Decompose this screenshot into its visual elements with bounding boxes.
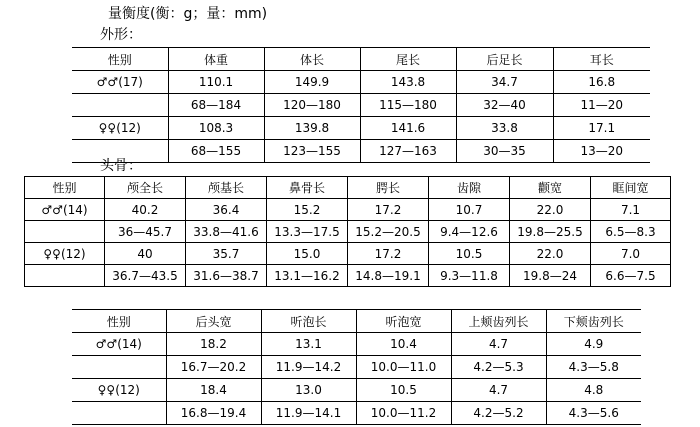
mean-cell: 33.8 [456,117,553,140]
skull-measurements-table-1 [24,176,671,287]
mean-cell: 4.9 [546,333,641,356]
sex-cell: ♀♀(12) [25,243,105,265]
mean-cell: 17.2 [348,243,429,265]
mean-cell: 10.7 [429,199,510,221]
range-cell: 36.7—43.5 [105,265,186,287]
mean-cell: 34.7 [456,71,553,94]
mean-cell: 143.8 [360,71,456,94]
table-row [72,333,641,356]
empty-cell [72,94,168,117]
header-cell: 下颊齿列长 [546,310,641,333]
mean-cell: 17.1 [553,117,650,140]
header-cell: 耳长 [553,48,650,71]
mean-cell: 10.4 [356,333,451,356]
range-cell: 13.1—16.2 [267,265,348,287]
range-cell: 36—45.7 [105,221,186,243]
range-cell: 10.0—11.0 [356,356,451,379]
mean-cell: 10.5 [356,379,451,402]
header-cell: 性别 [72,48,168,71]
header-cell: 齿隙 [429,177,510,199]
table-row [25,221,671,243]
header-cell: 听泡长 [261,310,356,333]
mean-cell: 18.2 [166,333,261,356]
range-cell: 32—40 [456,94,553,117]
range-cell: 13.3—17.5 [267,221,348,243]
table-row [25,265,671,287]
header-cell: 性别 [25,177,105,199]
range-cell: 9.3—11.8 [429,265,510,287]
header-cell: 腭长 [348,177,429,199]
range-cell: 11—20 [553,94,650,117]
table-header-row [25,177,671,199]
mean-cell: 18.4 [166,379,261,402]
mean-cell: 36.4 [186,199,267,221]
mean-cell: 13.1 [261,333,356,356]
header-cell: 颧宽 [510,177,591,199]
range-cell: 30—35 [456,140,553,163]
mean-cell: 15.0 [267,243,348,265]
mean-cell: 22.0 [510,199,591,221]
range-cell: 16.7—20.2 [166,356,261,379]
range-cell: 14.8—19.1 [348,265,429,287]
range-cell: 10.0—11.2 [356,402,451,425]
table-row [72,117,650,140]
header-cell: 颅全长 [105,177,186,199]
sex-cell: ♂♂(17) [72,71,168,94]
range-cell: 11.9—14.1 [261,402,356,425]
mean-cell: 4.8 [546,379,641,402]
range-cell: 127—163 [360,140,456,163]
range-cell: 4.2—5.2 [451,402,546,425]
table-header-row [72,310,641,333]
range-cell: 4.3—5.6 [546,402,641,425]
range-cell: 9.4—12.6 [429,221,510,243]
mean-cell: 7.0 [591,243,671,265]
table-row [25,243,671,265]
header-cell: 上颊齿列长 [451,310,546,333]
mean-cell: 35.7 [186,243,267,265]
range-cell: 115—180 [360,94,456,117]
sex-cell: ♂♂(14) [72,333,166,356]
section-skull-label: 头骨： [100,158,142,174]
range-cell: 123—155 [264,140,360,163]
external-measurements-table [72,47,650,163]
mean-cell: 110.1 [168,71,264,94]
header-cell: 体长 [264,48,360,71]
mean-cell: 13.0 [261,379,356,402]
range-cell: 6.6—7.5 [591,265,671,287]
mean-cell: 139.8 [264,117,360,140]
empty-cell [25,221,105,243]
header-cell: 眶间宽 [591,177,671,199]
header-cell: 体重 [168,48,264,71]
mean-cell: 141.6 [360,117,456,140]
table-header-row [72,48,650,71]
empty-cell [72,402,166,425]
header-cell: 听泡宽 [356,310,451,333]
range-cell: 19.8—24 [510,265,591,287]
mean-cell: 4.7 [451,333,546,356]
mean-cell: 17.2 [348,199,429,221]
range-cell: 13—20 [553,140,650,163]
empty-cell [25,265,105,287]
range-cell: 68—155 [168,140,264,163]
mean-cell: 149.9 [264,71,360,94]
empty-cell [72,356,166,379]
mean-cell: 4.7 [451,379,546,402]
table-row [72,356,641,379]
range-cell: 4.2—5.3 [451,356,546,379]
sex-cell: ♂♂(14) [25,199,105,221]
mean-cell: 108.3 [168,117,264,140]
mean-cell: 40.2 [105,199,186,221]
mean-cell: 16.8 [553,71,650,94]
section-external-label: 外形： [100,27,142,43]
skull-measurements-table-2 [72,309,641,425]
range-cell: 15.2—20.5 [348,221,429,243]
range-cell: 33.8—41.6 [186,221,267,243]
header-cell: 性别 [72,310,166,333]
mean-cell: 10.5 [429,243,510,265]
table-row [25,199,671,221]
page-title: 量衡度(衡：g；量：mm) [108,6,268,22]
range-cell: 68—184 [168,94,264,117]
mean-cell: 15.2 [267,199,348,221]
mean-cell: 40 [105,243,186,265]
table-row [72,140,650,163]
header-cell: 后头宽 [166,310,261,333]
table-row [72,94,650,117]
range-cell: 6.5—8.3 [591,221,671,243]
sex-cell: ♀♀(12) [72,117,168,140]
table-row [72,71,650,94]
table-row [72,402,641,425]
range-cell: 4.3—5.8 [546,356,641,379]
mean-cell: 22.0 [510,243,591,265]
table-row [72,379,641,402]
range-cell: 11.9—14.2 [261,356,356,379]
range-cell: 31.6—38.7 [186,265,267,287]
sex-cell: ♀♀(12) [72,379,166,402]
header-cell: 鼻骨长 [267,177,348,199]
header-cell: 尾长 [360,48,456,71]
mean-cell: 7.1 [591,199,671,221]
range-cell: 19.8—25.5 [510,221,591,243]
range-cell: 16.8—19.4 [166,402,261,425]
header-cell: 颅基长 [186,177,267,199]
header-cell: 后足长 [456,48,553,71]
range-cell: 120—180 [264,94,360,117]
